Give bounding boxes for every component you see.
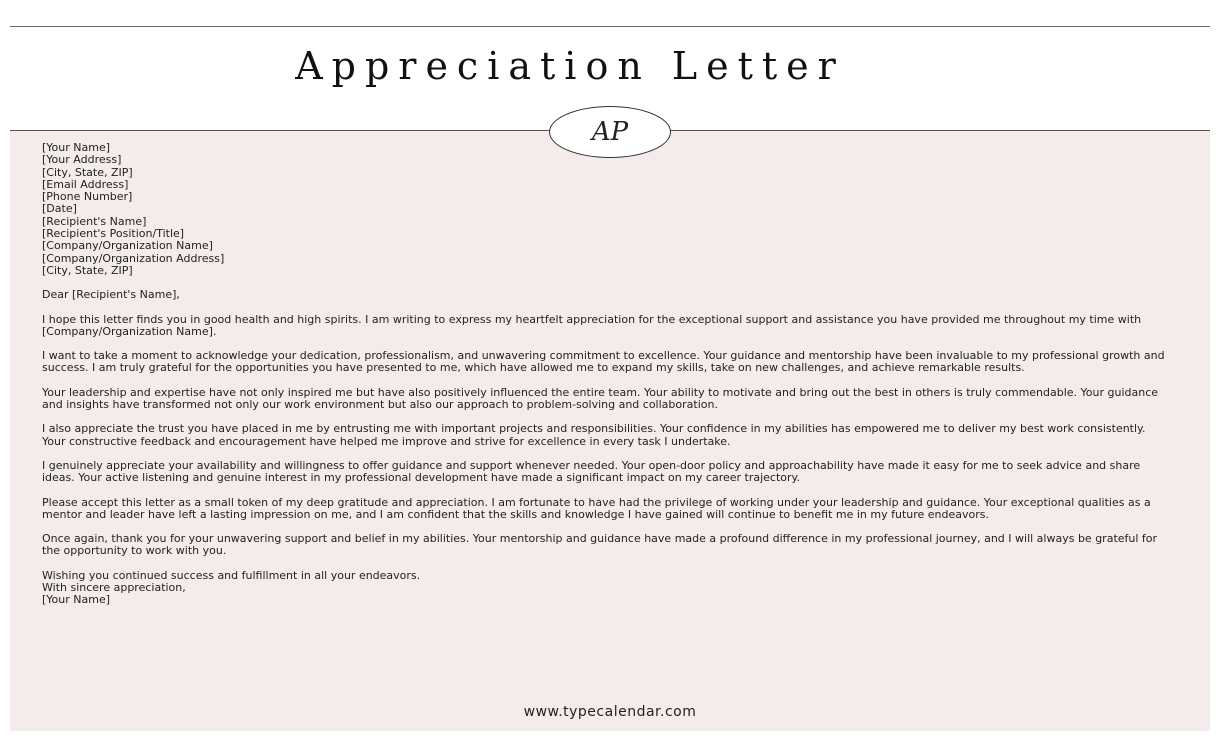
greeting: Dear [Recipient's Name],: [42, 288, 180, 302]
body-paragraph: Please accept this letter as a small token of my deep gratitude and appreciation. I am fortunate to have had the privilege of working under your leadership and guidance. Your exceptional qualities as a mentor and leader have left a lasting impression on me, and I am confident that the skills and knowledge I have gained will continue to benefit me in my future endeavors.: [42, 495, 1151, 521]
closing-line: With sincere appreciation,: [42, 581, 186, 595]
address-block: [42, 142, 1172, 277]
monogram-badge: AP: [549, 106, 671, 158]
signature-name: [Your Name]: [42, 593, 111, 607]
address-line: [Recipient's Position/Title]: [42, 227, 185, 241]
letter-body: [42, 142, 1172, 607]
address-line: [Company/Organization Address]: [42, 251, 225, 265]
footer-website: www.typecalendar.com: [523, 704, 697, 720]
top-divider: [10, 26, 1210, 27]
address-line: [Your Address]: [42, 153, 122, 167]
address-line: [Recipient's Name]: [42, 214, 147, 228]
body-paragraph: I also appreciate the trust you have placed in me by entrusting me with important projects and responsibilities. Your confidence in my abilities has empowered me to deliver my best work consistently. Your constructive feedback and encouragement have helped me improve and strive for excellence in every task I undertake.: [42, 422, 1146, 448]
closing-block: [42, 570, 1172, 607]
address-line: [Email Address]: [42, 177, 129, 191]
body-paragraph: I genuinely appreciate your availability and willingness to offer guidance and support whenever needed. Your open-door policy and approachability have made it easy for me to seek advice and share ideas. Your active listening and genuine interest in my professional development have made a significant impact on my career trajectory.: [42, 458, 1141, 485]
address-line: [Date]: [42, 202, 77, 216]
address-line: [Your Name]: [42, 141, 111, 154]
body-paragraph: I hope this letter finds you in good health and high spirits. I am writing to express my heartfelt appreciation for the exceptional support and assistance you have provided me throughout my time with [Company/Organization Name].: [42, 312, 1142, 338]
body-paragraph: Your leadership and expertise have not only inspired me but have also positively influenced the entire team. Your ability to motivate and bring out the best in others is truly commendable. Your guidance and insights have transformed not only our work environment but also our approach to problem-solving and collaboration.: [42, 385, 1159, 412]
letter-title: Appreciation Letter: [295, 44, 845, 88]
address-line: [Company/Organization Name]: [42, 239, 213, 253]
closing-line: Wishing you continued success and fulfillment in all your endeavors.: [42, 568, 421, 582]
address-line: [Phone Number]: [42, 190, 133, 204]
body-paragraph: Once again, thank you for your unwavering support and belief in my abilities. Your mentorship and guidance have made a profound difference in my professional journey, and I will always be grateful for the opportunity to work with you.: [42, 532, 1158, 558]
body-paragraph: I want to take a moment to acknowledge your dedication, professionalism, and unwavering commitment to excellence. Your guidance and mentorship have been invaluable to my professional growth and success. I am truly grateful for the opportunities you have presented to me, which have allowed me to expand my skills, take on new challenges, and achieve remarkable results.: [42, 349, 1165, 375]
address-line: [City, State, ZIP]: [42, 165, 133, 179]
address-line: [City, State, ZIP]: [42, 263, 133, 277]
